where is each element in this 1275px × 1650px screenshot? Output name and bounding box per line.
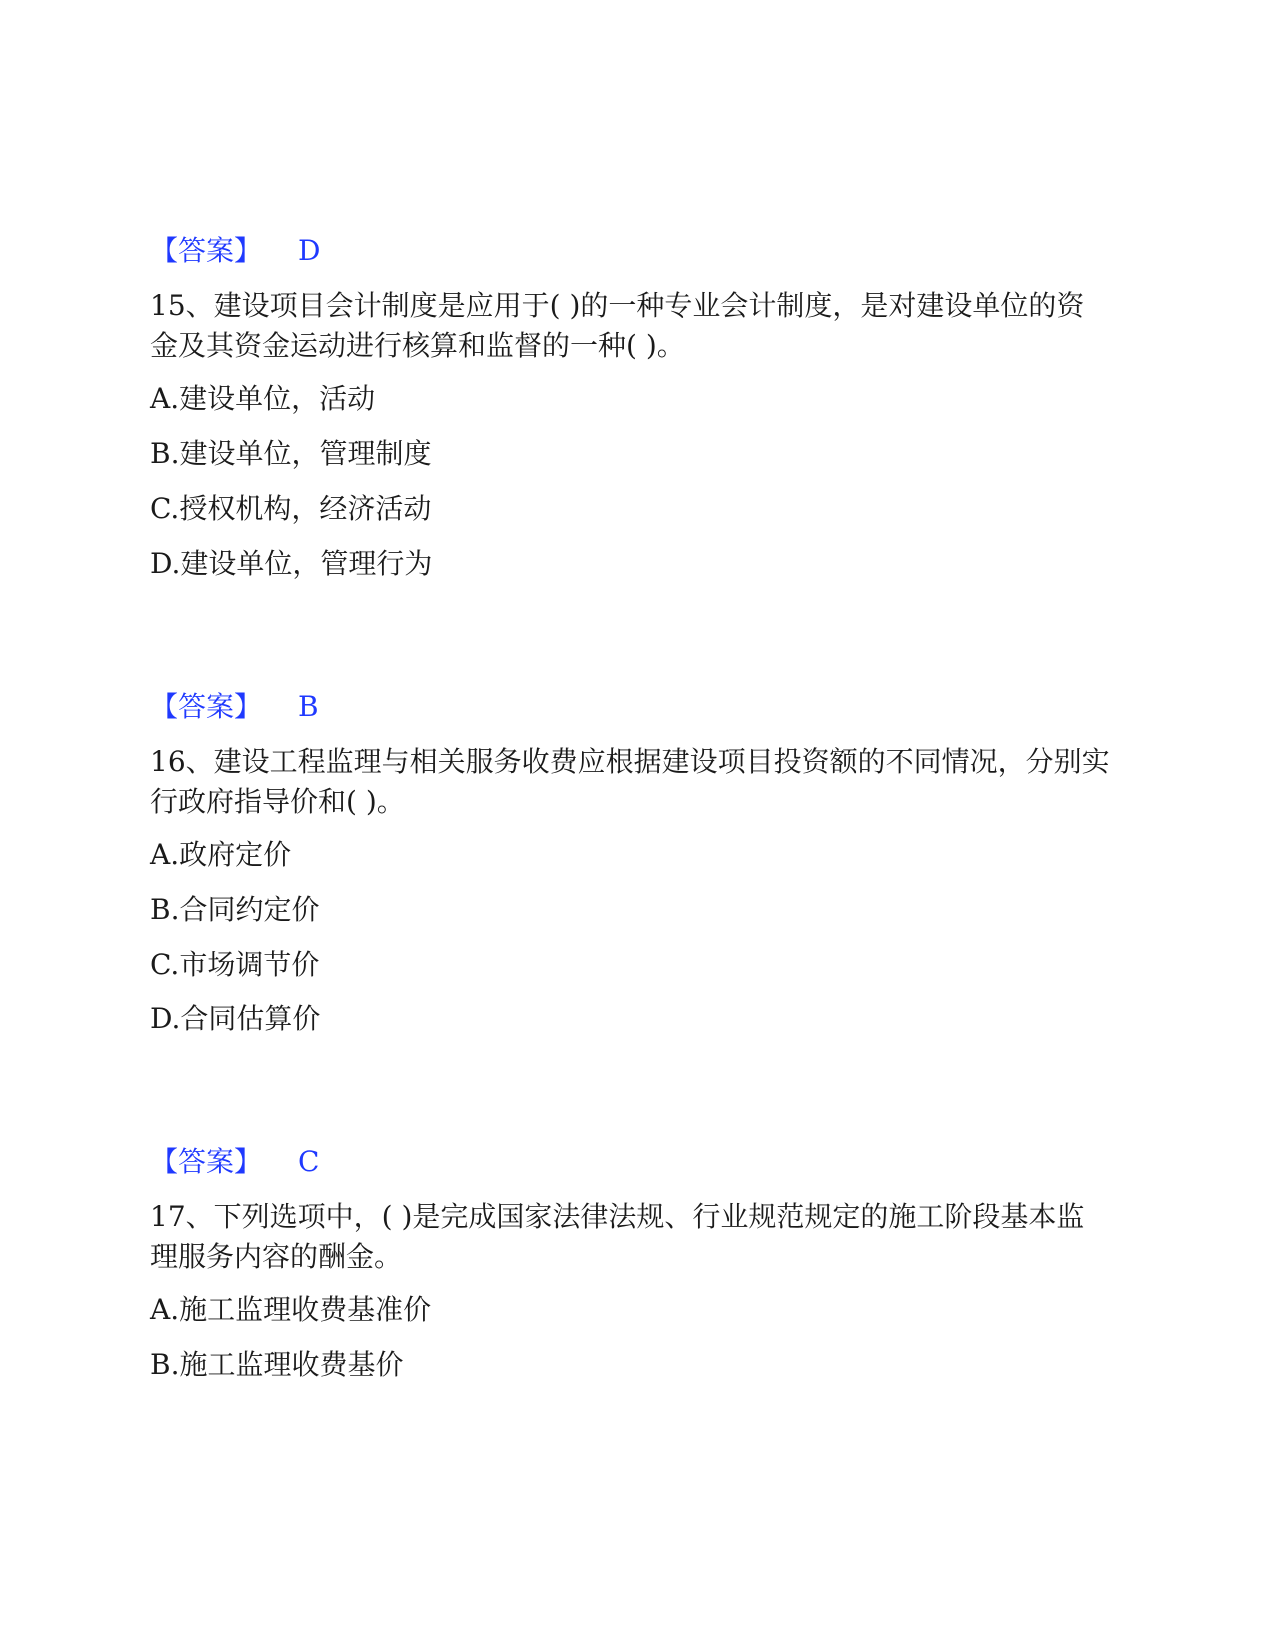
answer-value: D bbox=[298, 234, 321, 267]
option-c: C.授权机构，经济活动 bbox=[150, 492, 432, 525]
question-text: 16、建设工程监理与相关服务收费应根据建设项目投资额的不同情况，分别实行政府指导价和( )。 bbox=[150, 745, 1110, 818]
option-b: B.建设单位，管理制度 bbox=[150, 437, 432, 470]
answer-value: B bbox=[298, 690, 319, 723]
option-b: B.合同约定价 bbox=[150, 893, 320, 926]
option-a: A.施工监理收费基准价 bbox=[150, 1293, 432, 1326]
answer-label: 【答案】 bbox=[150, 234, 263, 267]
answer-value: C bbox=[298, 1145, 320, 1178]
option-a: A.建设单位，活动 bbox=[150, 382, 376, 415]
option-a: A.政府定价 bbox=[150, 838, 292, 871]
option-d: D.合同估算价 bbox=[150, 1002, 321, 1035]
option-c: C.市场调节价 bbox=[150, 948, 320, 981]
answer-label: 【答案】 bbox=[150, 1145, 263, 1178]
answer-line bbox=[150, 690, 319, 724]
option-b: B.施工监理收费基价 bbox=[150, 1348, 404, 1381]
question-text: 15、建设项目会计制度是应用于( )的一种专业会计制度，是对建设单位的资金及其资金运动进行核算和监督的一种( )。 bbox=[150, 289, 1085, 362]
answer-line bbox=[150, 1145, 319, 1179]
answer-label: 【答案】 bbox=[150, 690, 263, 723]
answer-line bbox=[150, 234, 320, 268]
option-d: D.建设单位，管理行为 bbox=[150, 547, 433, 580]
question-text: 17、下列选项中，( )是完成国家法律法规、行业规范规定的施工阶段基本监理服务内容的酬金。 bbox=[150, 1200, 1085, 1273]
